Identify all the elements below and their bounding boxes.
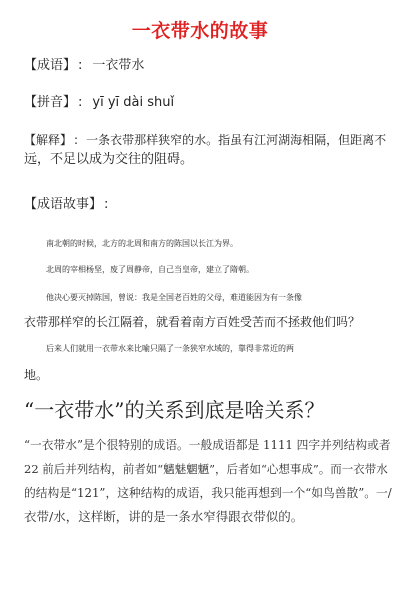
- story-paragraph-4-line2: 地。: [24, 368, 49, 382]
- relation-heading: “一衣带水”的关系到底是啥关系？: [24, 398, 325, 422]
- idiom-row: [24, 58, 144, 74]
- story-paragraph-3-line2: 衣带那样窄的长江隔着，就看着南方百姓受苦而不拯救他们吗？: [24, 315, 361, 329]
- story-paragraph-1: 南北朝的时候，北方的北周和南方的陈国以长江为界。: [46, 239, 238, 248]
- explain-row-cont: [24, 152, 193, 168]
- pinyin-value: yī yī dài shuǐ: [92, 95, 175, 110]
- story-paragraph-3-line1: 他决心要灭掉陈国，曾说：我是全国老百姓的父母，难道能因为有一条像: [46, 293, 302, 302]
- relation-line-2: 22 前后并列结构，前者如“魑魅魍魉”，后者如“心想事成”。而一衣带水: [24, 462, 388, 476]
- explain-value-line2: 远，不足以成为交往的阻碍。: [24, 152, 194, 167]
- idiom-label: 【成语】: [24, 58, 77, 73]
- story-row: [24, 197, 112, 213]
- page-title: 一衣带水的故事: [131, 20, 269, 42]
- story-label: 【成语故事】: [24, 197, 103, 212]
- explain-value-line1: 一条衣带那样狭窄的水。指虽有江河湖海相隔，但距离不: [86, 133, 387, 147]
- story-separator: :: [104, 197, 109, 212]
- explain-separator: :: [74, 133, 79, 147]
- pinyin-separator: :: [78, 95, 83, 110]
- relation-line-4: 衣带/水，这样断，讲的是一条水窄得跟衣带似的。: [24, 509, 304, 524]
- story-paragraph-4-line1: 后来人们就用一衣带水来比喻只隔了一条狭窄水域的，靠得非常近的两: [46, 344, 294, 353]
- story-paragraph-2: 北周的宰相杨坚，废了周静帝，自己当皇帝，建立了隋朝。: [46, 265, 254, 274]
- pinyin-label: 【拼音】: [24, 95, 77, 110]
- pinyin-row: [24, 95, 174, 111]
- explain-label: 【解释】: [24, 133, 73, 147]
- explain-row: [24, 132, 386, 148]
- relation-line-3: 的结构是“121”，这种结构的成语，我只能再想到一个“如鸟兽散”。一/: [24, 486, 392, 500]
- relation-line-1: “一衣带水”是个很特别的成语。一般成语都是 1111 四字并列结构或者: [24, 438, 391, 452]
- idiom-separator: :: [78, 58, 83, 73]
- idiom-value: 一衣带水: [92, 58, 145, 73]
